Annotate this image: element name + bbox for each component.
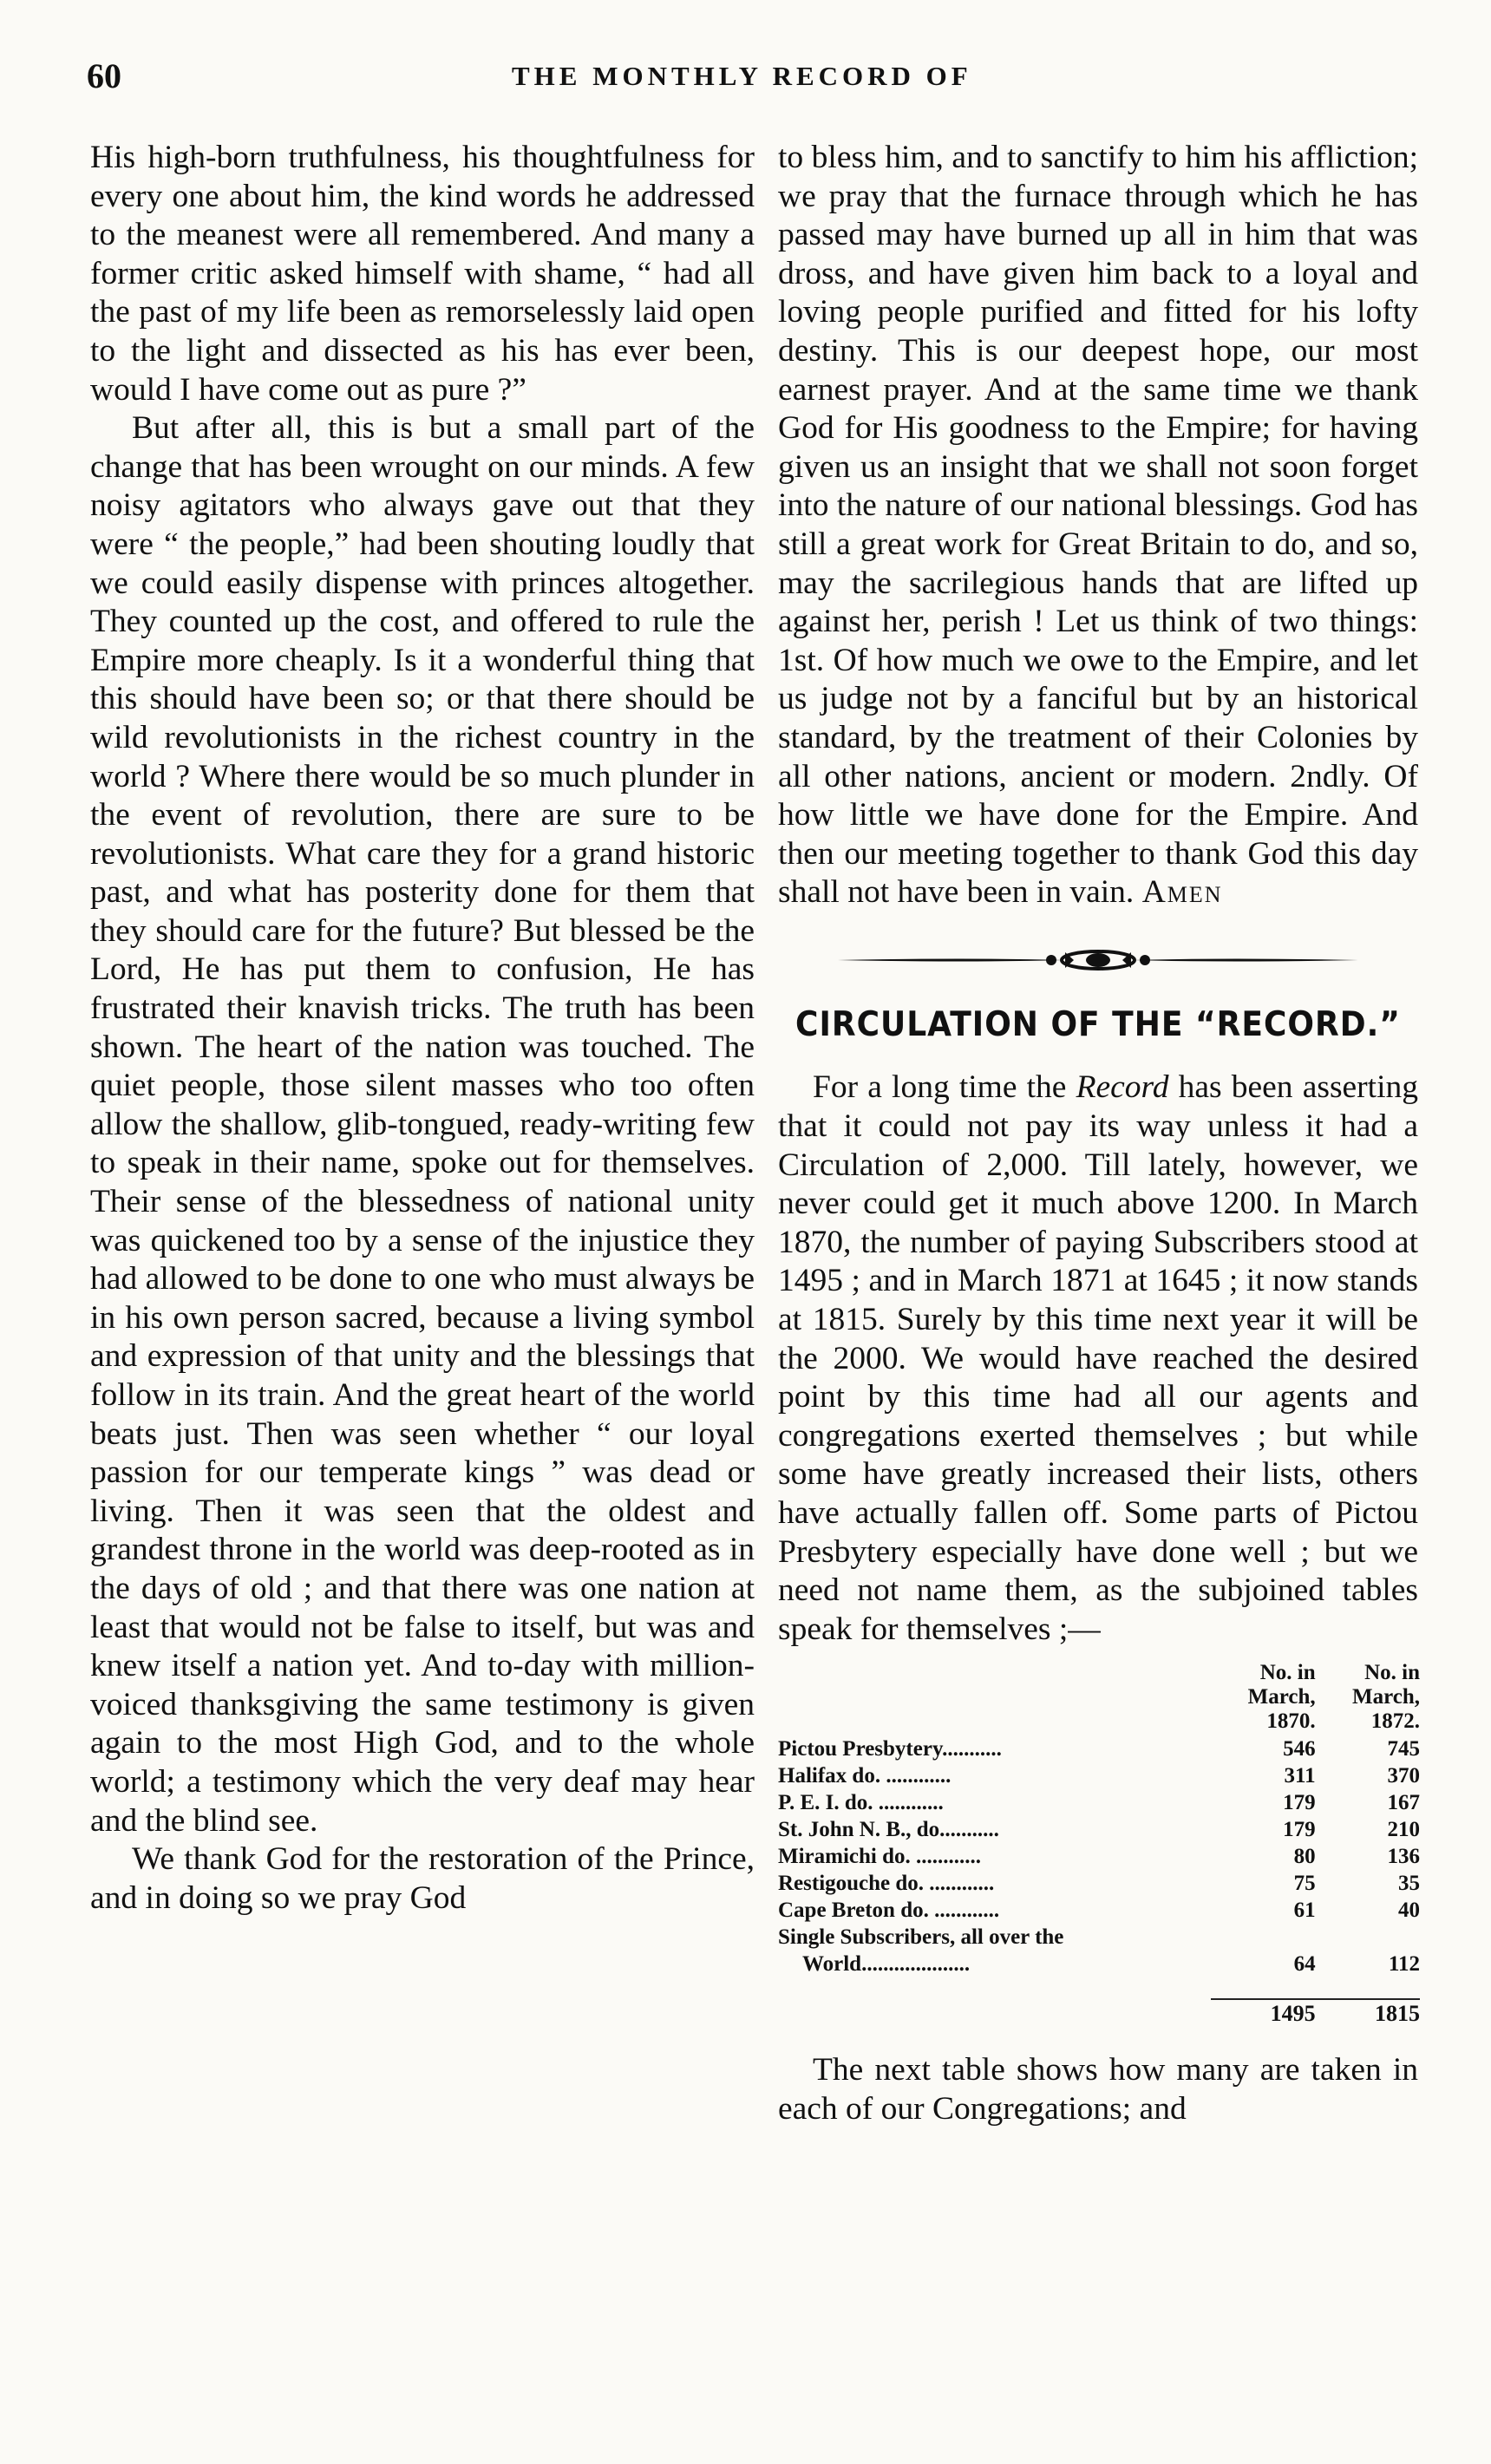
row-value-1870: 179 (1283, 1818, 1316, 1842)
row-value-1872 (1316, 1924, 1420, 1951)
row-value-1872: 370 (1387, 1764, 1420, 1788)
row-value-1870: 80 (1293, 1845, 1316, 1869)
header-spacer (778, 1661, 1211, 1735)
column-header-1872 (1316, 1661, 1420, 1735)
record-italic: Record (1076, 1069, 1169, 1106)
header-line: March, 1870. (1247, 1685, 1316, 1734)
header-line: No. in (1364, 1661, 1420, 1685)
right-column (778, 139, 1418, 2129)
text-run: For a long time the (813, 1069, 1076, 1106)
paragraph: We thank God for the restoration of the Prince, and in doing so we pray God (90, 1841, 755, 1916)
table-row (778, 1816, 1420, 1843)
row-value-1870: 64 (1293, 1952, 1316, 1977)
header-line: No. in (1259, 1661, 1316, 1685)
row-name: St. John N. B., do........... (778, 1818, 999, 1842)
total-spacer (778, 1977, 1211, 2027)
table-row (778, 1789, 1420, 1816)
row-name: Pictou Presbytery........... (778, 1737, 1002, 1761)
row-value-1872: 112 (1388, 1952, 1420, 1977)
row-name: Miramichi do. ............ (778, 1845, 982, 1869)
paragraph-continuation (778, 139, 1418, 912)
table-row (778, 1924, 1420, 1951)
subscribers-table (778, 1661, 1420, 2027)
row-name: Halifax do. ............ (778, 1764, 951, 1788)
running-header (87, 56, 1405, 108)
row-value-1870: 311 (1284, 1764, 1316, 1788)
table-row (778, 1951, 1420, 1977)
running-title: THE MONTHLY RECORD OF (512, 61, 972, 91)
row-name: World.................... (802, 1952, 971, 1977)
signoff: Amen (1141, 874, 1223, 911)
table-row (778, 1843, 1420, 1870)
row-value-1870: 75 (1293, 1872, 1316, 1896)
row-value-1870: 546 (1283, 1737, 1316, 1761)
paragraph: But after all, this is but a small part of the change that has been wrought on our minds. A few noisy agitators who always gave out that they were “ the people,” had been shouting loudly that we could easily dispense with princes altogether. They counted up the cost, and offered to rule the Empire more cheaply. Is it a wonderful thing that this should have been so; or that there should be wild revolutionists in the richest country in the world ? Where there would be so much plunder in the event of revolution, there are sure to be revolutionists. What care they for a grand historic past, and what has posterity done for them that they should care for the future? But blessed be the Lord, He has put them to confusion, He has frustrated their knavish tricks. The truth has been shown. The heart of the nation was touched. The quiet people, those silent masses who too often allow the shallow, glib-tongued, ready-writing few to speak in their name, spoke out for themselves. Their sense of the blessedness of national unity was quickened too by a sense of the injustice they had allowed to be done to one who must always be in his own person sacred, because a living symbol and expression of that unity and the blessings that follow in its train. And the great heart of the world beats just. Then was seen whether “ our loyal passion for our temperate kings ” was dead or living. Then it was seen that the oldest and grandest throne in the world was deep-rooted as in the days of old ; and that there was one nation at least that would not be false to itself, but was and knew itself a nation yet. And to-day with million-voiced thanksgiving the same testimony is given again to the most High God, and to the whole world; a testimony which the very deaf may hear and the blind see. (90, 410, 755, 1839)
section-heading: CIRCULATION OF THE “RECORD.” (795, 1005, 1401, 1044)
left-column (90, 139, 755, 1918)
row-value-1870: 179 (1283, 1791, 1316, 1815)
row-name: Cape Breton do. ............ (778, 1899, 1000, 1923)
closing-paragraph: The next table shows how many are taken in each of our Congregations; and (778, 2052, 1418, 2127)
total-1870 (1211, 1977, 1315, 2027)
row-name: P. E. I. do. ............ (778, 1791, 944, 1815)
table-row (778, 1870, 1420, 1897)
table-header-row (778, 1661, 1420, 1735)
row-value-1872: 210 (1387, 1818, 1420, 1842)
header-line: March, 1872. (1352, 1685, 1420, 1734)
total-1872 (1316, 1977, 1420, 2027)
total-value: 1495 (1270, 2001, 1316, 2027)
row-name: Single Subscribers, all over the (778, 1925, 1064, 1950)
total-value: 1815 (1375, 2001, 1420, 2027)
table-row (778, 1735, 1420, 1762)
row-name: Restigouche do. ............ (778, 1872, 995, 1896)
text-run: has been asserting that it could not pay its way unless it had a Circulation of 2,000. Till lately, however, we never could get it much above 1200. In March 1870, the number of paying Subscribers stood at 1495 ; and in March 1871 at 1645 ; it now stands at 1815. Surely by this time next year it will be the 2000. We would have reached the desired point by this time had all our agents and congregations exerted themselves ; but while some have greatly increased their lists, others have actually fallen off. Some parts of Pictou Presbytery especially have done well ; but we need not name them, as the subjoined tables speak for themselves ;— (778, 1069, 1419, 1647)
continuation-text: to bless him, and to sanctify to him his affliction; we pray that the furnace through which he has passed may have burned up all in him that was dross, and have given him back to a loyal and loving people purified and fitted for his lofty destiny. This is our deepest hope, our most earnest prayer. And at the same time we thank God for His goodness to the Empire; for having given us an insight that we shall not soon forget into the nature of our national blessings. God has still a great work for Great Britain to do, and so, may the sacrilegious hands that are lifted up against her, perish ! Let us think of two things: 1st. Of how much we owe to the Empire, and let us judge not by a fanciful but by an historical standard, by the treatment of their Colonies by all other nations, ancient or modern. 2ndly. Of how little we have done for the Empire. And then our meeting together to thank God this day shall not have been in vain. (778, 140, 1418, 911)
page-number: 60 (87, 56, 121, 95)
row-value-1870: 61 (1293, 1899, 1316, 1923)
row-value-1870 (1211, 1924, 1315, 1951)
row-value-1872: 40 (1398, 1899, 1420, 1923)
paragraph: His high-born truthfulness, his thoughtfulness for every one about him, the kind words he addressed to the meanest were all remembered. And many a former critic asked himself with shame, “ had all the past of my life been as remorselessly laid open to the light and dissected as his has ever been, would I have come out as pure ?” (90, 140, 755, 408)
circulation-paragraph (778, 1069, 1418, 1649)
column-header-1870 (1211, 1661, 1315, 1735)
row-value-1872: 136 (1387, 1845, 1420, 1869)
table-total-row (778, 1977, 1420, 2027)
ornamental-rule-icon (838, 945, 1358, 975)
row-value-1872: 167 (1387, 1791, 1420, 1815)
row-value-1872: 35 (1398, 1872, 1420, 1896)
table-row (778, 1897, 1420, 1924)
row-value-1872: 745 (1387, 1737, 1420, 1761)
table-row (778, 1762, 1420, 1789)
